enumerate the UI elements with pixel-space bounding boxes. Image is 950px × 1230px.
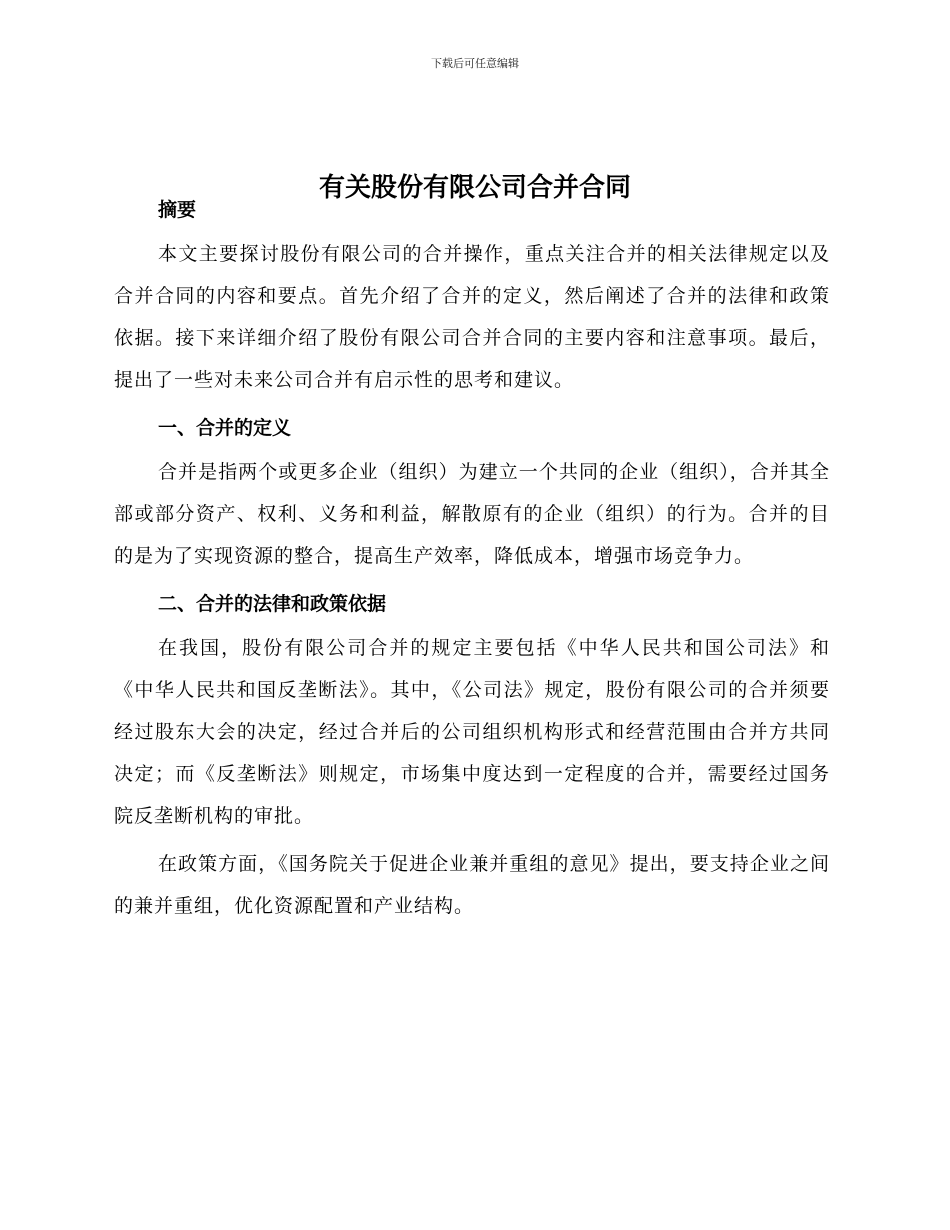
section-1-paragraph: 合并是指两个或更多企业（组织）为建立一个共同的企业（组织），合并其全部或部分资产、权利、义务和利益，解散原有的企业（组织）的行为。合并的目的是为了实现资源的整合，提高生产效率，降低成本，增强市场竞争力。 — [114, 461, 830, 567]
section-2-paragraph-2: 在政策方面，《国务院关于促进企业兼并重组的意见》提出，要支持企业之间的兼并重组，优化资源配置和产业结构。 — [114, 853, 830, 917]
abstract-heading: 摘要 — [158, 199, 197, 221]
section-2-heading: 二、合并的法律和政策依据 — [158, 593, 387, 615]
page-header-note: 下载后可任意编辑 — [431, 57, 519, 70]
abstract-paragraph: 本文主要探讨股份有限公司的合并操作，重点关注合并的相关法律规定以及合并合同的内容和要点。首先介绍了合并的定义，然后阐述了合并的法律和政策依据。接下来详细介绍了股份有限公司合并合同的主要内容和注意事项。最后，提出了一些对未来公司合并有启示性的思考和建议。 — [114, 243, 830, 391]
section-1-heading: 一、合并的定义 — [158, 417, 292, 439]
document-title: 有关股份有限公司合并合同 — [318, 173, 631, 204]
document-body — [114, 195, 830, 927]
section-2-paragraph-1: 在我国，股份有限公司合并的规定主要包括《中华人民共和国公司法》和《中华人民共和国反垄断法》。其中，《公司法》规定，股份有限公司的合并须要经过股东大会的决定，经过合并后的公司组织机构形式和经营范围由合并方共同决定；而《反垄断法》则规定，市场集中度达到一定程度的合并，需要经过国务院反垄断机构的审批。 — [114, 637, 830, 827]
